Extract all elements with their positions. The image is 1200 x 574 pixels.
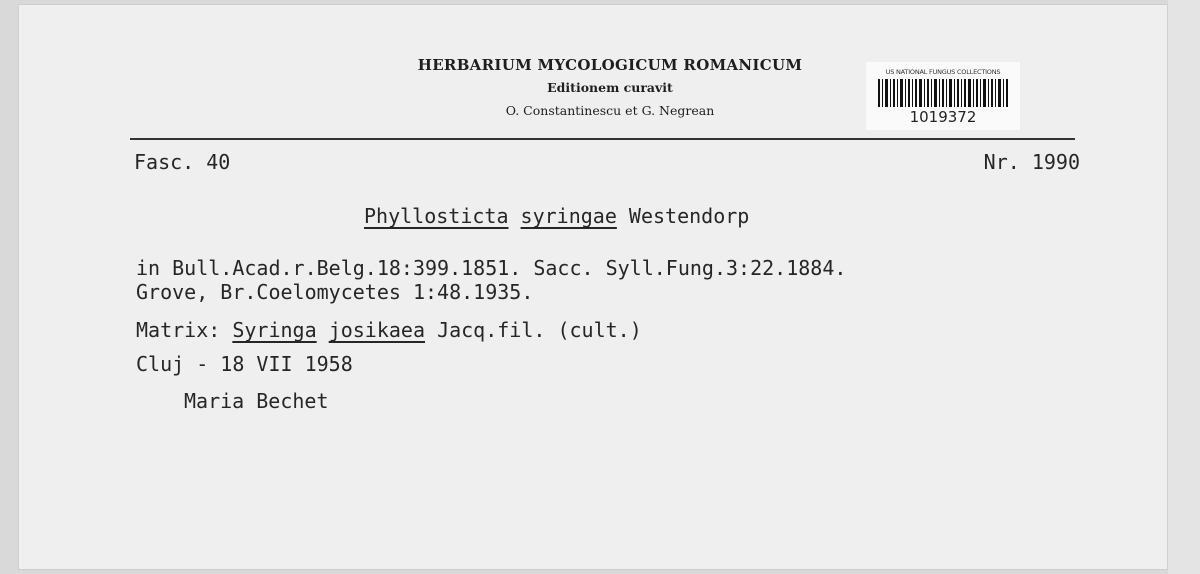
reference-line-2: Grove, Br.Coelomycetes 1:48.1935. bbox=[136, 280, 534, 304]
herbarium-title: HERBARIUM MYCOLOGICUM ROMANICUM bbox=[417, 56, 803, 74]
header-divider bbox=[130, 138, 1075, 140]
matrix-rest: Jacq.fil. (cult.) bbox=[437, 318, 642, 342]
barcode-number: 1019372 bbox=[909, 108, 977, 126]
barcode-icon bbox=[878, 79, 1008, 107]
species-author: Westendorp bbox=[628, 204, 750, 228]
locality-date: Cluj - 18 VII 1958 bbox=[136, 352, 353, 376]
matrix-line bbox=[136, 318, 642, 342]
background-edge bbox=[1168, 0, 1200, 574]
barcode-institution: US NATIONAL FUNGUS COLLECTIONS bbox=[885, 68, 1001, 76]
collector-name: Maria Bechet bbox=[184, 389, 329, 413]
matrix-genus: Syringa bbox=[232, 318, 317, 342]
reference-line-1: in Bull.Acad.r.Belg.18:399.1851. Sacc. Syll.Fung.3:22.1884. bbox=[136, 256, 847, 280]
barcode-label bbox=[866, 62, 1020, 130]
editor-line: Editionem curavit bbox=[547, 80, 673, 95]
editors-names: O. Constantinescu et G. Negrean bbox=[505, 103, 715, 118]
fascicle-number: Fasc. 40 bbox=[134, 150, 231, 174]
label-header bbox=[340, 56, 880, 118]
matrix-epithet: josikaea bbox=[328, 318, 426, 342]
species-epithet: syringae bbox=[520, 204, 617, 228]
species-genus: Phyllosticta bbox=[364, 204, 509, 228]
species-name bbox=[364, 204, 749, 228]
specimen-number: Nr. 1990 bbox=[983, 150, 1080, 174]
matrix-label: Matrix: bbox=[136, 318, 221, 342]
